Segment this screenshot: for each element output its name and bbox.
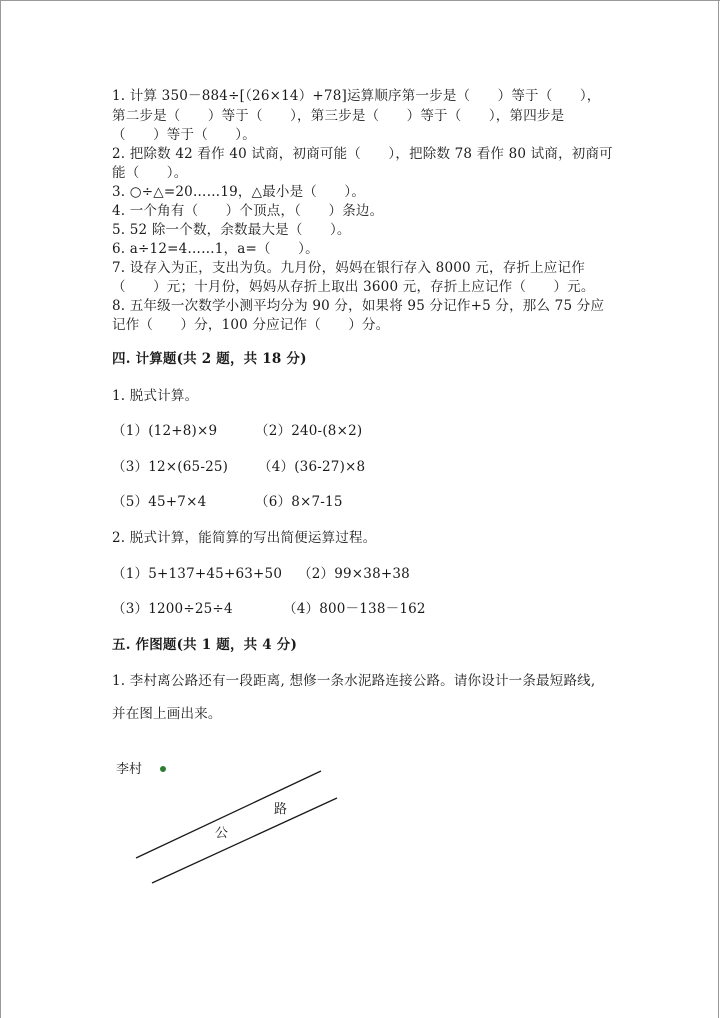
road-label-gong: 公 (215, 826, 229, 841)
road-upper-edge (136, 771, 321, 858)
page-border-top (0, 0, 720, 1)
calc-item: （3）1200÷25÷4 (112, 601, 233, 617)
calc-item: （4）800－138－162 (283, 601, 426, 617)
question-line: 1. 计算 350－884÷[（26×14）+78]运算顺序第一步是（ ）等于（ ）， (112, 88, 601, 104)
question-line: 3. ○÷△=20……19，△最小是（ ）。 (112, 184, 366, 200)
calc-item: （2）99×38+38 (298, 566, 410, 582)
section-heading-calculation: 四. 计算题(共 2 题，共 18 分) (112, 351, 307, 367)
question-line: 第二步是（ ）等于（ ），第三步是（ ）等于（ ），第四步是 (112, 108, 565, 124)
page-border-left (0, 0, 1, 1018)
question-line: 1. 李村离公路还有一段距离, 想修一条水泥路连接公路。请你设计一条最短路线, (112, 673, 596, 689)
calc-item: （4）(36-27)×8 (258, 459, 366, 475)
question-line: （ ）等于（ ）。 (112, 127, 256, 143)
question-line: 8. 五年级一次数学小测平均分为 90 分，如果将 95 分记作+5 分，那么 75 分应 (112, 298, 605, 314)
calc-item: （6）8×7-15 (255, 494, 343, 510)
calc-item: （1）(12+8)×9 (112, 423, 218, 439)
calc-item: （3）12×(65-25) (112, 459, 229, 475)
road-figure (100, 748, 360, 898)
question-line: 4. 一个角有（ ）个顶点，（ ）条边。 (112, 203, 384, 219)
question-line: 记作（ ）分，100 分应记作（ ）分。 (112, 317, 390, 333)
road-lower-edge (152, 798, 337, 883)
question-title: 1. 脱式计算。 (112, 388, 199, 404)
question-line: （ ）元；十月份，妈妈从存折上取出 3600 元，存折上应记作（ ）元。 (112, 279, 595, 295)
question-line: 并在图上画出来。 (112, 706, 222, 722)
section-heading-drawing: 五. 作图题(共 1 题，共 4 分) (112, 637, 298, 653)
village-label: 李村 (116, 762, 143, 777)
calc-item: （5）45+7×4 (112, 494, 207, 510)
question-line: 7. 设存入为正，支出为负。九月份，妈妈在银行存入 8000 元，存折上应记作 (112, 260, 585, 276)
road-label-lu: 路 (274, 802, 288, 817)
question-line: 能（ ）。 (112, 165, 188, 181)
question-line: 6. a÷12=4……1，a=（ ）。 (112, 241, 319, 257)
question-line: 2. 把除数 42 看作 40 试商，初商可能（ ），把除数 78 看作 80 试商，初商可 (112, 146, 613, 162)
question-title: 2. 脱式计算，能简算的写出简便运算过程。 (112, 530, 377, 546)
calc-item: （1）5+137+45+63+50 (112, 566, 283, 582)
road-diagram (100, 748, 360, 898)
calc-item: （2）240-(8×2) (255, 423, 363, 439)
page-border-right (718, 0, 719, 1018)
village-dot (160, 766, 166, 772)
question-line: 5. 52 除一个数，余数最大是（ ）。 (112, 222, 351, 238)
